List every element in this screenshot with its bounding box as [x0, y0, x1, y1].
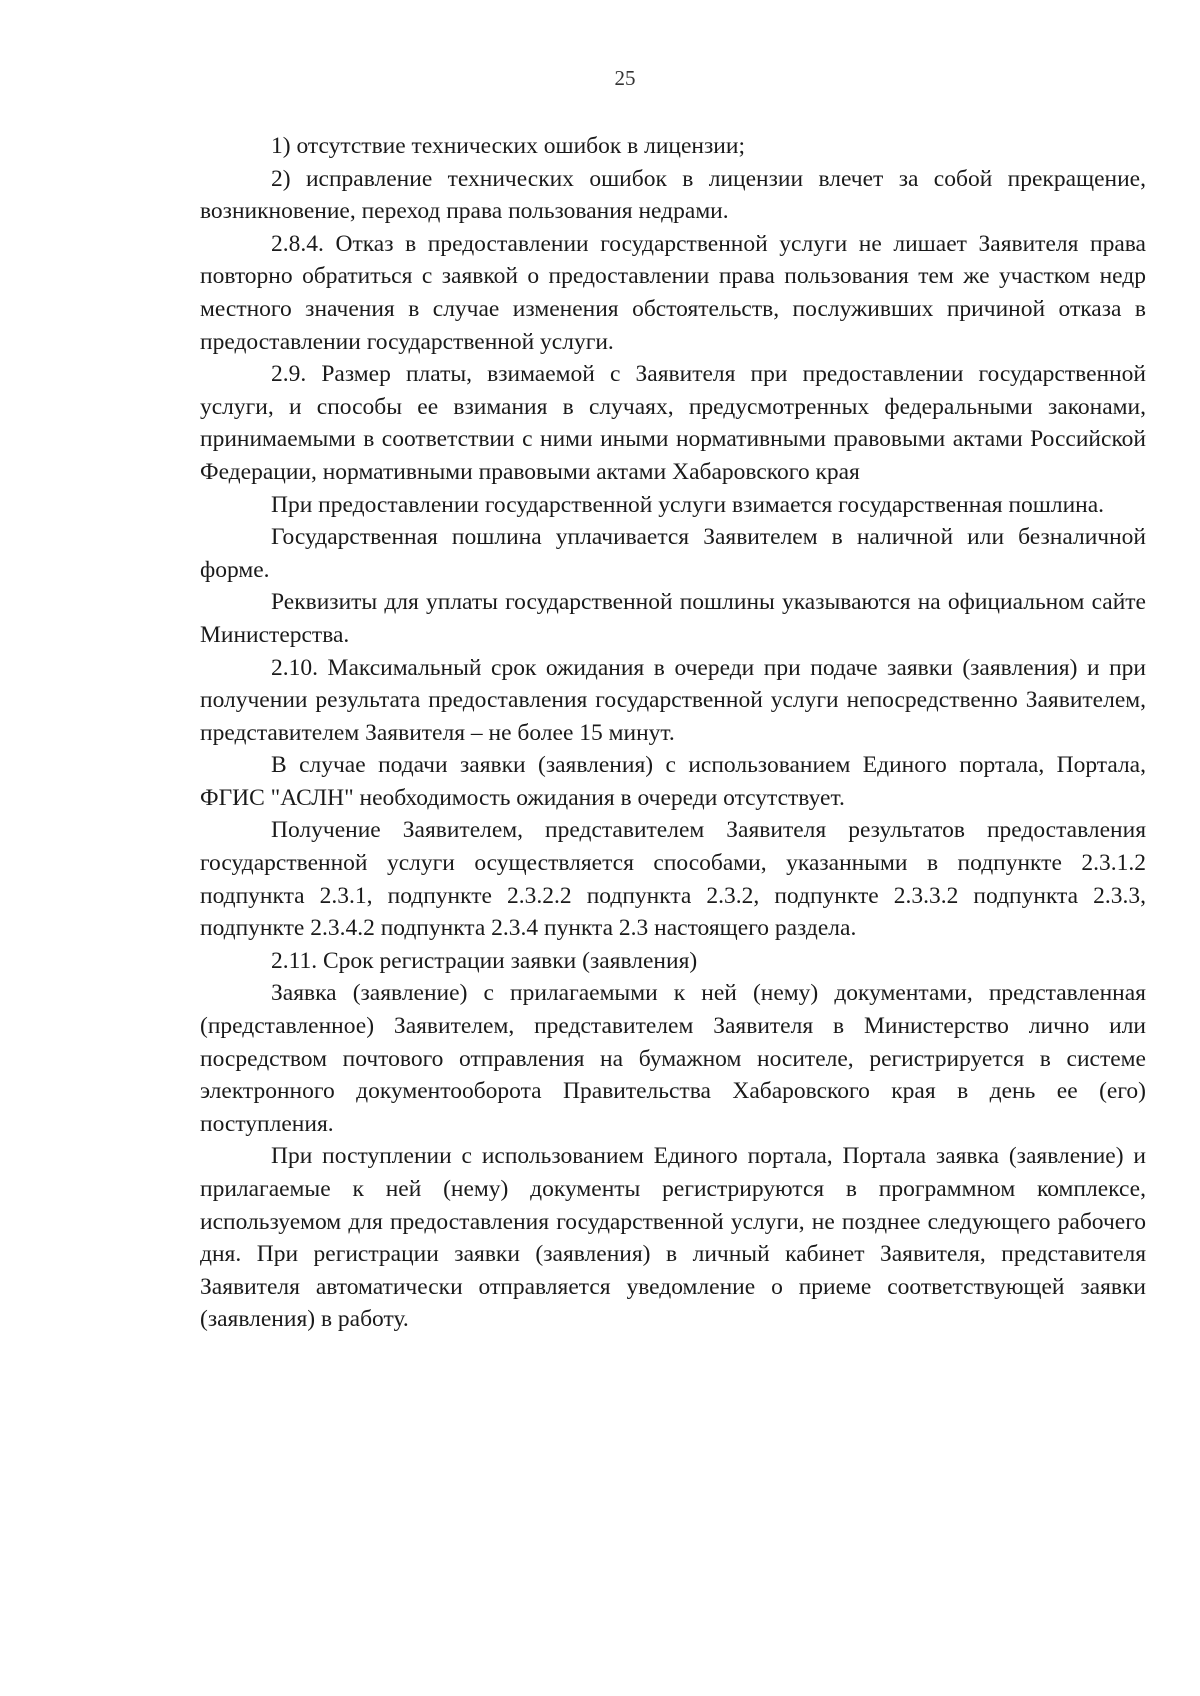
section-heading: 2.11. Срок регистрации заявки (заявления)	[271, 947, 698, 974]
paragraph: При предоставлении государственной услуги взимается государственная пошлина.	[271, 491, 1105, 518]
paragraph: При поступлении с использованием Единого портала, Портала заявка (заявление) и прилагаемые к ней (нему) документы регистрируются в программном комплексе, используемом для предоставления государственной услуги, не позднее следующего рабочего дня. При регистрации заявки (заявления) в личный кабинет Заявителя, представителя Заявителя автоматически отправляется уведомление о приеме соответствующей заявки (заявления) в работу.	[200, 1143, 1146, 1333]
paragraph: В случае подачи заявки (заявления) с использованием Единого портала, Портала, ФГИС "АСЛН" необходимость ожидания в очереди отсутствует.	[200, 752, 1146, 811]
paragraph: 2.8.4. Отказ в предоставлении государственной услуги не лишает Заявителя права повторно обратиться с заявкой о предоставлении права пользования тем же участком недр местного значения в случае изменения обстоятельств, послуживших причиной отказа в предоставлении государственной услуги.	[200, 230, 1146, 355]
paragraph: 2) исправление технических ошибок в лицензии влечет за собой прекращение, возникновение, переход права пользования недрами.	[200, 165, 1146, 225]
paragraph: 2.10. Максимальный срок ожидания в очереди при подаче заявки (заявления) и при получении результата предоставления государственной услуги непосредственно Заявителем, представителем Заявителя – не более 15 минут.	[200, 654, 1146, 746]
paragraph: 2.9. Размер платы, взимаемой с Заявителя при предоставлении государственной услуги, и способы ее взимания в случаях, предусмотренных федеральными законами, принимаемыми в соответствии с ними иными нормативными правовыми актами Российской Федерации, нормативными правовыми актами Хабаровского края	[200, 361, 1146, 485]
paragraph: Государственная пошлина уплачивается Заявителем в наличной или безналичной форме.	[200, 524, 1146, 583]
page-number: 25	[614, 66, 636, 90]
paragraph: Получение Заявителем, представителем Заявителя результатов предоставления государственной услуги осуществляется способами, указанными в подпункте 2.3.1.2 подпункта 2.3.1, подпункте 2.3.2.2 подпункта 2.3.2, подпункте 2.3.3.2 подпункта 2.3.3, подпункте 2.3.4.2 подпункта 2.3.4 пункта 2.3 настоящего раздела.	[200, 817, 1146, 942]
paragraph: 1) отсутствие технических ошибок в лицензии;	[271, 133, 745, 159]
document-body	[200, 130, 1146, 1336]
paragraph: Реквизиты для уплаты государственной пошлины указываются на официальном сайте Министерства.	[200, 589, 1146, 648]
paragraph: Заявка (заявление) с прилагаемыми к ней (нему) документами, представленная (представленное) Заявителем, представителем Заявителя в Министерство лично или посредством почтового отправления на бумажном носителе, регистрируется в системе электронного документооборота Правительства Хабаровского края в день ее (его) поступления.	[200, 980, 1146, 1137]
